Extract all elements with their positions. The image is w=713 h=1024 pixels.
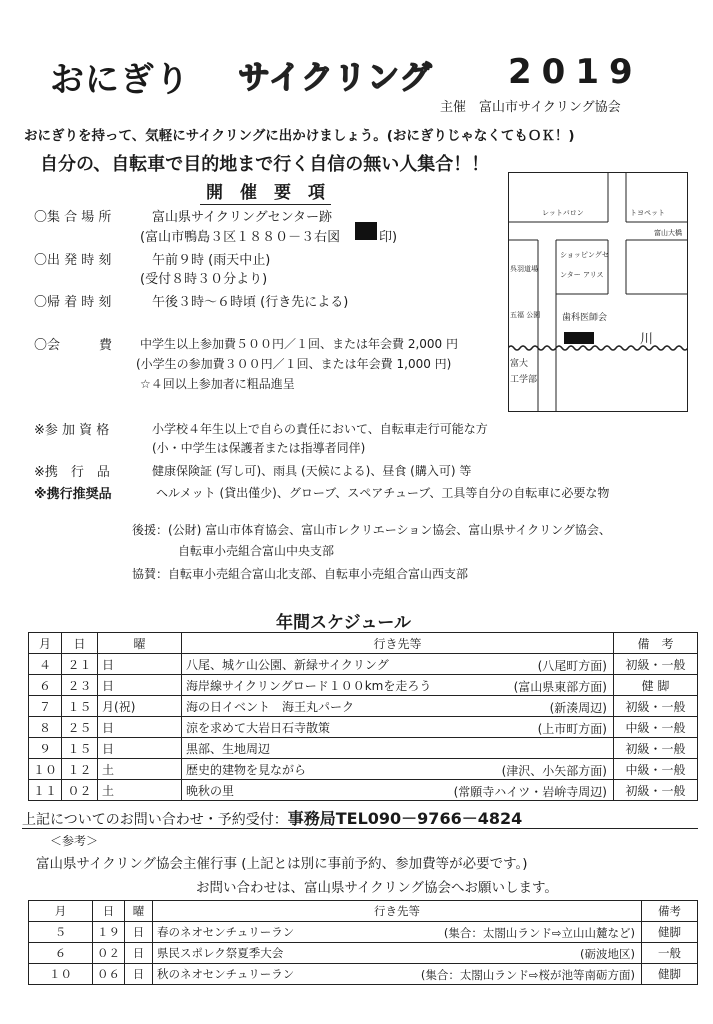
destination-text: 海岸線サイクリングロード１００kmを走ろう xyxy=(186,678,432,693)
table-row xyxy=(29,717,698,738)
contact-divider xyxy=(22,828,698,829)
destination-area: (津沢、小矢部方面) xyxy=(501,764,607,778)
row-weekday: 月(祝) xyxy=(98,696,182,717)
row-weekday: 日 xyxy=(98,654,182,675)
row-note: 健 脚 xyxy=(614,675,698,696)
row-weekday: 土 xyxy=(98,759,182,780)
map-label: 川 xyxy=(640,332,654,347)
row-destination xyxy=(153,943,642,964)
schedule-table xyxy=(28,632,698,801)
destination-text: 黒部、生地周辺 xyxy=(186,741,271,756)
map-label: 富山大橋 xyxy=(654,229,682,237)
header-note: 備考 xyxy=(642,901,698,922)
row-note: 初級・一般 xyxy=(614,654,698,675)
meeting-address: (富山市鴨島３区１８８０－３右図 xyxy=(140,230,341,245)
destination-text: 海の日イベント 海王丸パーク xyxy=(186,699,355,714)
row-month: ６ xyxy=(29,943,93,964)
row-destination xyxy=(182,780,614,801)
support-line1: 後援：(公財) 富山市体育協会、富山市レクリエーション協会、富山県サイクリング協会、 xyxy=(132,523,611,537)
row-note: 初級・一般 xyxy=(614,780,698,801)
destination-area: (集合：太閤山ランド⇨立山山麓など) xyxy=(443,926,635,940)
row-month: １０ xyxy=(29,964,93,985)
row-day: １５ xyxy=(62,696,98,717)
qual-value: 小学校４年生以上で自らの責任において、自転車走行可能な方 xyxy=(152,422,488,436)
tagline: おにぎりを持って、気軽にサイクリングに出かけましょう。(おにぎりじゃなくてもＯＫ！) xyxy=(24,128,575,144)
row-destination xyxy=(182,654,614,675)
fee-value: 中学生以上参加費５００円／１回、または年会費 2,000 円 xyxy=(140,337,458,351)
organizer: 主催 富山市サイクリング協会 xyxy=(440,100,621,115)
location-marker-icon xyxy=(355,222,377,240)
row-month: ４ xyxy=(29,654,62,675)
row-day: １５ xyxy=(62,738,98,759)
row-day: １２ xyxy=(62,759,98,780)
section-heading: 開 催 要 項 xyxy=(200,178,331,205)
support-line3: 協賛：自転車小売組合富山北支部、自転車小売組合富山西支部 xyxy=(132,567,469,581)
header-destination: 行き先等 xyxy=(182,633,614,654)
map-label: 呉羽道場 xyxy=(510,265,538,273)
items-value: 健康保険証 (写し可)、雨具 (天候による)、昼食 (購入可) 等 xyxy=(152,464,472,478)
meeting-label: 〇集 合 場 所 xyxy=(34,210,112,225)
destination-area: (砺波地区) xyxy=(580,947,635,961)
meeting-address-end: 印) xyxy=(379,230,398,245)
row-day: １９ xyxy=(93,922,125,943)
table-header-row xyxy=(29,901,698,922)
row-weekday: 日 xyxy=(98,717,182,738)
title-part2: サイクリング xyxy=(238,58,433,96)
recommended-value: ヘルメット (貸出僅少)、グローブ、スペアチューブ、工具等自分の自転車に必要な物 xyxy=(156,486,610,500)
map-label: 工学部 xyxy=(510,375,538,385)
row-destination xyxy=(182,717,614,738)
row-weekday: 日 xyxy=(98,738,182,759)
row-note: 初級・一般 xyxy=(614,738,698,759)
meeting-value: 富山県サイクリングセンター跡 xyxy=(152,210,333,225)
row-note: 中級・一般 xyxy=(614,759,698,780)
header-note: 備 考 xyxy=(614,633,698,654)
row-day: ２３ xyxy=(62,675,98,696)
destination-area: (富山県東部方面) xyxy=(513,680,607,694)
map-label: レットバロン xyxy=(542,209,584,217)
row-day: ０２ xyxy=(93,943,125,964)
row-note: 一般 xyxy=(642,943,698,964)
schedule-title: 年間スケジュール xyxy=(276,613,411,633)
table-header-row xyxy=(29,633,698,654)
header-month: 月 xyxy=(29,901,93,922)
header-day: 日 xyxy=(62,633,98,654)
destination-area: (上市町方面) xyxy=(537,722,607,736)
table-row xyxy=(29,738,698,759)
map-label: 富大 xyxy=(510,359,529,369)
header-destination: 行き先等 xyxy=(153,901,642,922)
table-row xyxy=(29,964,698,985)
table-row xyxy=(29,922,698,943)
row-day: ０２ xyxy=(62,780,98,801)
destination-text: 歴史的建物を見ながら xyxy=(186,762,307,777)
reference-table xyxy=(28,900,698,985)
header-weekday: 曜 xyxy=(98,633,182,654)
row-destination xyxy=(182,696,614,717)
row-weekday: 日 xyxy=(125,964,153,985)
table-row xyxy=(29,759,698,780)
row-note: 健脚 xyxy=(642,964,698,985)
fee-sub: (小学生の参加費３００円／１回、または年会費 1,000 円) xyxy=(136,357,452,371)
destination-text: 晩秋の里 xyxy=(186,783,235,798)
destination-area: (常願寺ハイツ・岩峅寺周辺) xyxy=(453,785,607,799)
table-row xyxy=(29,780,698,801)
row-month: ７ xyxy=(29,696,62,717)
table-row xyxy=(29,943,698,964)
title-part1: おにぎり xyxy=(50,60,190,100)
map-label: ショッピングセ xyxy=(560,251,609,259)
table-row xyxy=(29,696,698,717)
header-month: 月 xyxy=(29,633,62,654)
row-destination xyxy=(182,675,614,696)
support-line2: 自転車小売組合富山中央支部 xyxy=(178,544,335,558)
destination-text: 八尾、城ケ山公園、新緑サイクリング xyxy=(186,657,389,672)
reference-label: ＜参考＞ xyxy=(50,834,99,848)
office-phone: 事務局TEL090－9766－4824 xyxy=(287,809,523,828)
row-weekday: 日 xyxy=(125,943,153,964)
destination-area: (新湊周辺) xyxy=(549,701,607,715)
row-destination xyxy=(153,964,642,985)
location-map xyxy=(508,172,688,412)
row-day: ２１ xyxy=(62,654,98,675)
map-label: トヨペット xyxy=(630,209,665,217)
destination-text: 涼を求めて大岩日石寺散策 xyxy=(186,720,331,735)
reference-line1: 富山県サイクリング協会主催行事 (上記とは別に事前予約、参加費等が必要です。) xyxy=(36,856,528,872)
row-note: 中級・一般 xyxy=(614,717,698,738)
fee-prize: ☆４回以上参加者に粗品進呈 xyxy=(140,377,295,391)
row-month: ５ xyxy=(29,922,93,943)
headline: 自分の、自転車で目的地まで行く自信の無い人集合！！ xyxy=(40,154,490,175)
row-note: 初級・一般 xyxy=(614,696,698,717)
row-note: 健脚 xyxy=(642,922,698,943)
row-day: ２５ xyxy=(62,717,98,738)
table-row xyxy=(29,654,698,675)
header-day: 日 xyxy=(93,901,125,922)
row-weekday: 土 xyxy=(98,780,182,801)
recommended-label: ※携行推奨品 xyxy=(34,487,112,502)
departure-label: 〇出 発 時 刻 xyxy=(34,253,112,268)
destination-text: 春のネオセンチュリーラン xyxy=(157,925,295,939)
reference-line2: お問い合わせは、富山県サイクリング協会へお願いします。 xyxy=(196,880,558,896)
destination-text: 秋のネオセンチュリーラン xyxy=(157,967,295,981)
header-weekday: 曜 xyxy=(125,901,153,922)
row-month: １０ xyxy=(29,759,62,780)
contact-prefix: 上記についてのお問い合わせ・予約受付： xyxy=(22,812,288,828)
items-label: ※携 行 品 xyxy=(34,465,110,480)
row-month: ８ xyxy=(29,717,62,738)
row-weekday: 日 xyxy=(98,675,182,696)
map-label: 五福 公園 xyxy=(510,311,541,319)
return-label: 〇帰 着 時 刻 xyxy=(34,295,112,310)
destination-area: (集合：太閤山ランド⇨桜が池等南砺方面) xyxy=(420,968,635,982)
row-destination xyxy=(153,922,642,943)
table-row xyxy=(29,675,698,696)
qual-sub: (小・中学生は保護者または指導者同伴) xyxy=(152,441,366,455)
fee-label: 〇会 費 xyxy=(34,338,113,353)
map-label: 歯科医師会 xyxy=(562,313,608,323)
row-month: ９ xyxy=(29,738,62,759)
row-weekday: 日 xyxy=(125,922,153,943)
destination-text: 県民スポレク祭夏季大会 xyxy=(157,946,284,960)
map-label: ンター アリス xyxy=(560,271,604,279)
title-year: 2019 xyxy=(508,52,643,92)
qual-label: ※参 加 資 格 xyxy=(34,423,110,438)
return-value: 午後３時～６時頃 (行き先による) xyxy=(152,295,349,310)
row-day: ０６ xyxy=(93,964,125,985)
row-destination xyxy=(182,738,614,759)
departure-sub: (受付８時３０分より) xyxy=(140,272,268,287)
contact-line xyxy=(22,806,522,829)
departure-value: 午前９時 (雨天中止) xyxy=(152,253,271,268)
destination-area: (八尾町方面) xyxy=(537,659,607,673)
row-month: ６ xyxy=(29,675,62,696)
row-destination xyxy=(182,759,614,780)
row-month: １１ xyxy=(29,780,62,801)
